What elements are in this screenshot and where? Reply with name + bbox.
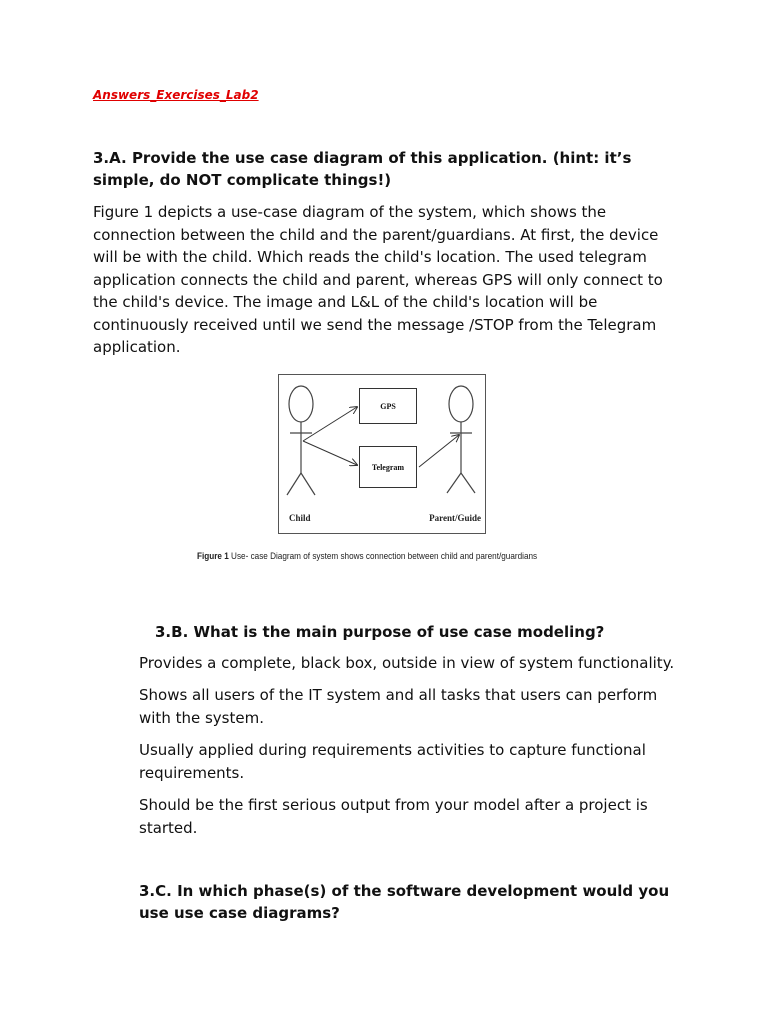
document-title: Answers_Exercises_Lab2 — [93, 88, 259, 102]
actor-label-child: Child — [289, 513, 311, 523]
section-3a-paragraph: Figure 1 depicts a use-case diagram of the system, which shows the connection between the child and the parent/guardians. At first, the device will be with the child. Which reads the child's location. The used telegram application connects the child and parent, whereas GPS will only connect to the child's device. The image and L&L of the child's location will be continuously received until we send the message /STOP from the Telegram application. — [93, 203, 663, 356]
figure-caption-text: Use- case Diagram of system shows connection between child and parent/guardians — [228, 551, 538, 562]
child-to-telegram-arrow — [303, 441, 357, 465]
section-3a-heading: 3.A. Provide the use case diagram of this application. (hint: it’s simple, do NOT complicate things!) — [93, 149, 632, 189]
use-case-gps: GPS — [359, 388, 417, 424]
figure-caption — [197, 551, 541, 562]
purpose-item: Provides a complete, black box, outside in view of system functionality. — [139, 654, 675, 672]
section-3c-heading: 3.C. In which phase(s) of the software development would you use use case diagrams? — [139, 882, 670, 922]
purpose-item: Usually applied during requirements activities to capture functional requirements. — [139, 741, 646, 782]
parent-actor-figure — [447, 386, 475, 493]
figure-caption-label: Figure 1 — [197, 551, 229, 562]
child-to-gps-arrow — [303, 407, 357, 441]
actor-label-parent: Parent/Guide — [429, 513, 481, 523]
use-case-telegram: Telegram — [359, 446, 417, 488]
section-3b-heading: 3.B. What is the main purpose of use case modeling? — [155, 623, 605, 641]
child-actor-figure — [287, 386, 315, 495]
purpose-item: Shows all users of the IT system and all tasks that users can perform with the system. — [139, 686, 658, 727]
purpose-item: Should be the first serious output from your model after a project is started. — [139, 796, 648, 837]
use-case-diagram — [278, 374, 486, 534]
telegram-to-parent-arrow — [419, 435, 459, 467]
